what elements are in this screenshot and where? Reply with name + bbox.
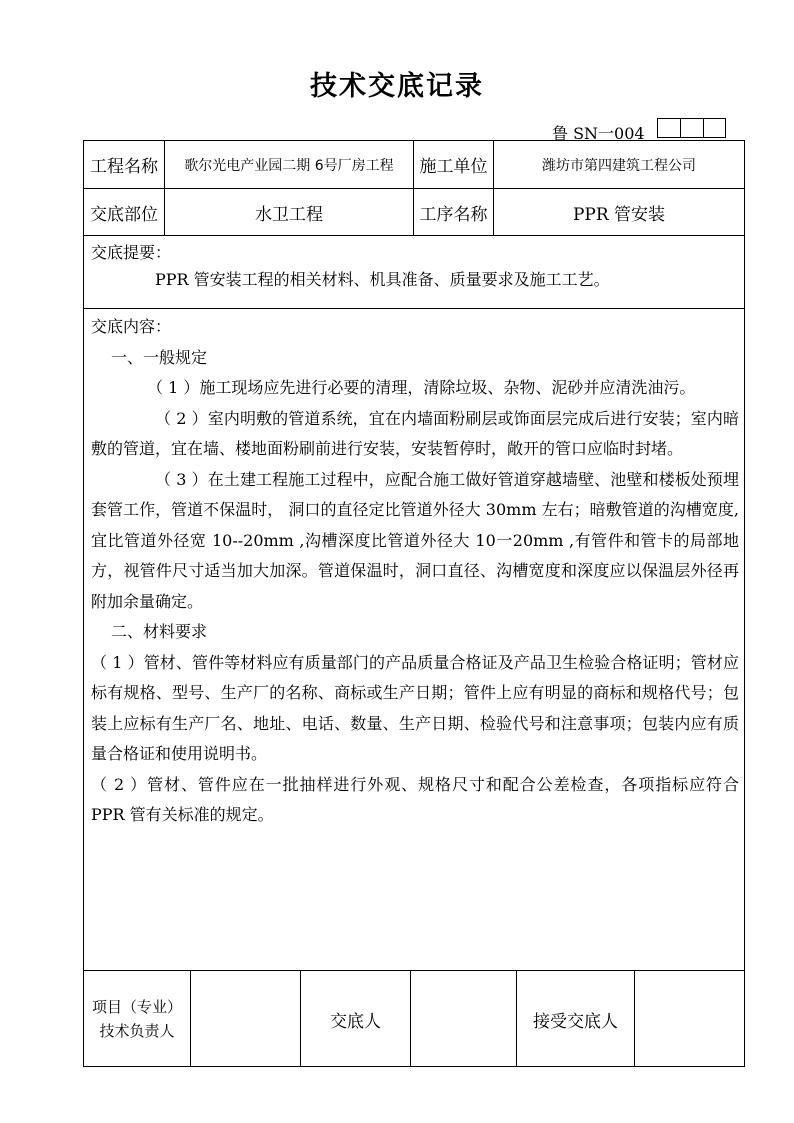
technical-lead-line: 项目（专业） — [91, 998, 182, 1016]
number-box — [703, 118, 726, 138]
content-section — [91, 312, 739, 831]
number-box — [680, 118, 703, 138]
content-paragraph: （ 1 ）施工现场应先进行必要的清理，清除垃圾、杂物、泥砂并应清洗油污。 — [147, 378, 696, 397]
disclosure-part-label: 交底部位 — [90, 204, 158, 225]
content-paragraph: （ 1 ）管材、管件等材料应有质量部门的产品质量合格证及产品卫生检验合格证明；管材应标有规格、型号、生产厂的名称、商标或生产日期；管件上应有明显的商标和规格代号；包装上应标有生产厂名、地址、电话、数量、生产日期、检验代号和注意事项；包装内应有质量合格证和使用说明书。 — [91, 652, 739, 763]
receiver-label: 接受交底人 — [533, 1011, 618, 1032]
content-paragraph: （ 2 ）管材、管件应在一批抽样进行外观、规格尺寸和配合公差检查，各项指标应符合 PPR 管有关标准的规定。 — [91, 774, 739, 824]
column-divider — [410, 970, 411, 1067]
summary-text: PPR 管安装工程的相关材料、机具准备、质量要求及施工工艺。 — [155, 269, 610, 289]
document-title: 技术交底记录 — [310, 71, 484, 102]
disclosure-part-value: 水卫工程 — [255, 204, 323, 225]
content-label: 交底内容： — [91, 317, 172, 336]
process-name-label: 工序名称 — [419, 204, 488, 225]
column-divider — [634, 970, 635, 1067]
content-paragraph: （ 2 ）室内明敷的管道系统，宜在内墙面粉刷层或饰面层完成后进行安装；室内暗敷的管道，宜在墙、楼地面粉刷前进行安装，安装暂停时，敞开的管口应临时封堵。 — [91, 408, 739, 458]
construction-unit-label: 施工单位 — [419, 157, 488, 177]
number-box — [657, 118, 680, 138]
row-divider — [83, 308, 745, 309]
document-number: 鲁 SN一004 — [552, 124, 645, 143]
summary-section — [91, 238, 739, 295]
process-name-value: PPR 管安装 — [572, 204, 666, 225]
project-name-value: 歌尔光电产业园二期 6号厂房工程 — [184, 157, 394, 174]
construction-unit-value: 潍坊市第四建筑工程公司 — [542, 157, 696, 174]
discloser-label: 交底人 — [330, 1011, 381, 1032]
technical-lead-line: 技术负责人 — [99, 1022, 175, 1040]
summary-label: 交底提要： — [91, 243, 172, 262]
row-divider — [83, 970, 745, 971]
row-divider — [83, 235, 745, 236]
section-heading: 二、材料要求 — [111, 622, 208, 641]
number-boxes — [657, 118, 726, 138]
technical-lead-label — [84, 995, 190, 1043]
column-divider — [190, 970, 191, 1067]
content-paragraph: （ 3 ）在土建工程施工过程中，应配合施工做好管道穿越墙壁、池壁和楼板处预埋套管工作，管道不保温时， 洞口的直径定比管道外径大 30mm 左右；暗敷管道的沟槽宽度,宜比管道外径宽 10--20mm ,沟槽深度比管道外径大 10一20mm ,有管件和管卡的局部地方，视管件尺寸适当加大加深。管道保温时，洞口直径、沟槽宽度和深度应以保温层外径再附加余量确定。 — [91, 469, 739, 611]
section-heading: 一、一般规定 — [111, 347, 208, 367]
project-name-label: 工程名称 — [90, 157, 158, 177]
